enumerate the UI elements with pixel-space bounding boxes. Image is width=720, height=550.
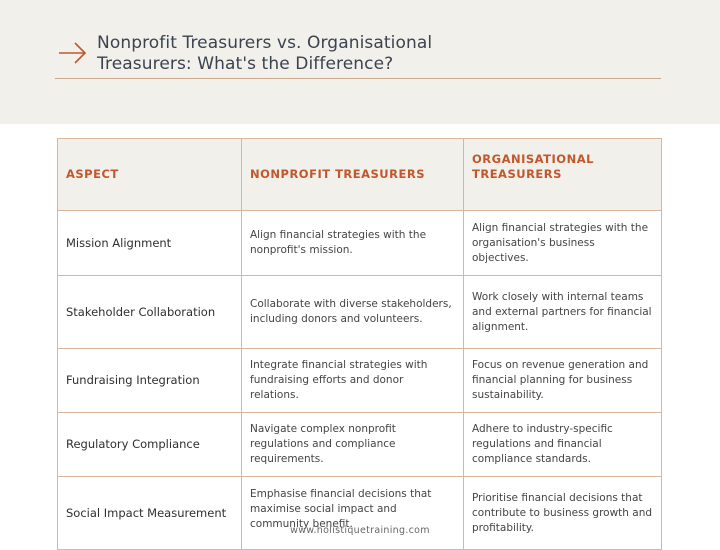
organisational-cell: Align financial strategies with the organisation's business objectives. [464,211,662,276]
table-header-row [58,139,662,211]
page-title [97,33,657,75]
aspect-cell: Social Impact Measurement [58,477,242,550]
table-row [58,413,662,477]
organisational-cell: Prioritise financial decisions that contribute to business growth and profitability. [464,477,662,550]
aspect-cell: Stakeholder Collaboration [58,276,242,349]
nonprofit-cell: Align financial strategies with the nonprofit's mission. [242,211,464,276]
aspect-cell: Mission Alignment [58,211,242,276]
page-title-line-1: Nonprofit Treasurers vs. Organisational [97,33,433,53]
nonprofit-cell: Integrate financial strategies with fundraising efforts and donor relations. [242,349,464,413]
organisational-cell: Adhere to industry-specific regulations and financial compliance standards. [464,413,662,477]
nonprofit-cell: Collaborate with diverse stakeholders, including donors and volunteers. [242,276,464,349]
column-header-aspect: ASPECT [58,139,242,211]
organisational-cell: Work closely with internal teams and external partners for financial alignment. [464,276,662,349]
nonprofit-cell: Navigate complex nonprofit regulations and compliance requirements. [242,413,464,477]
table-row [58,276,662,349]
aspect-cell: Regulatory Compliance [58,413,242,477]
nonprofit-cell: Emphasise financial decisions that maximise social impact and community benefit. [242,477,464,550]
page-title-line-2: Treasurers: What's the Difference? [97,54,394,74]
footer-url: www.holistiquetraining.com [290,525,430,536]
comparison-table [57,138,662,550]
aspect-cell: Fundraising Integration [58,349,242,413]
organisational-cell: Focus on revenue generation and financial planning for business sustainability. [464,349,662,413]
table-row [58,211,662,276]
column-header-organisational: ORGANISATIONAL TREASURERS [464,139,662,211]
arrow-right-icon [56,36,90,70]
column-header-nonprofit: NONPROFIT TREASURERS [242,139,464,211]
header-band [0,0,720,124]
table-row [58,349,662,413]
title-divider [55,78,661,79]
